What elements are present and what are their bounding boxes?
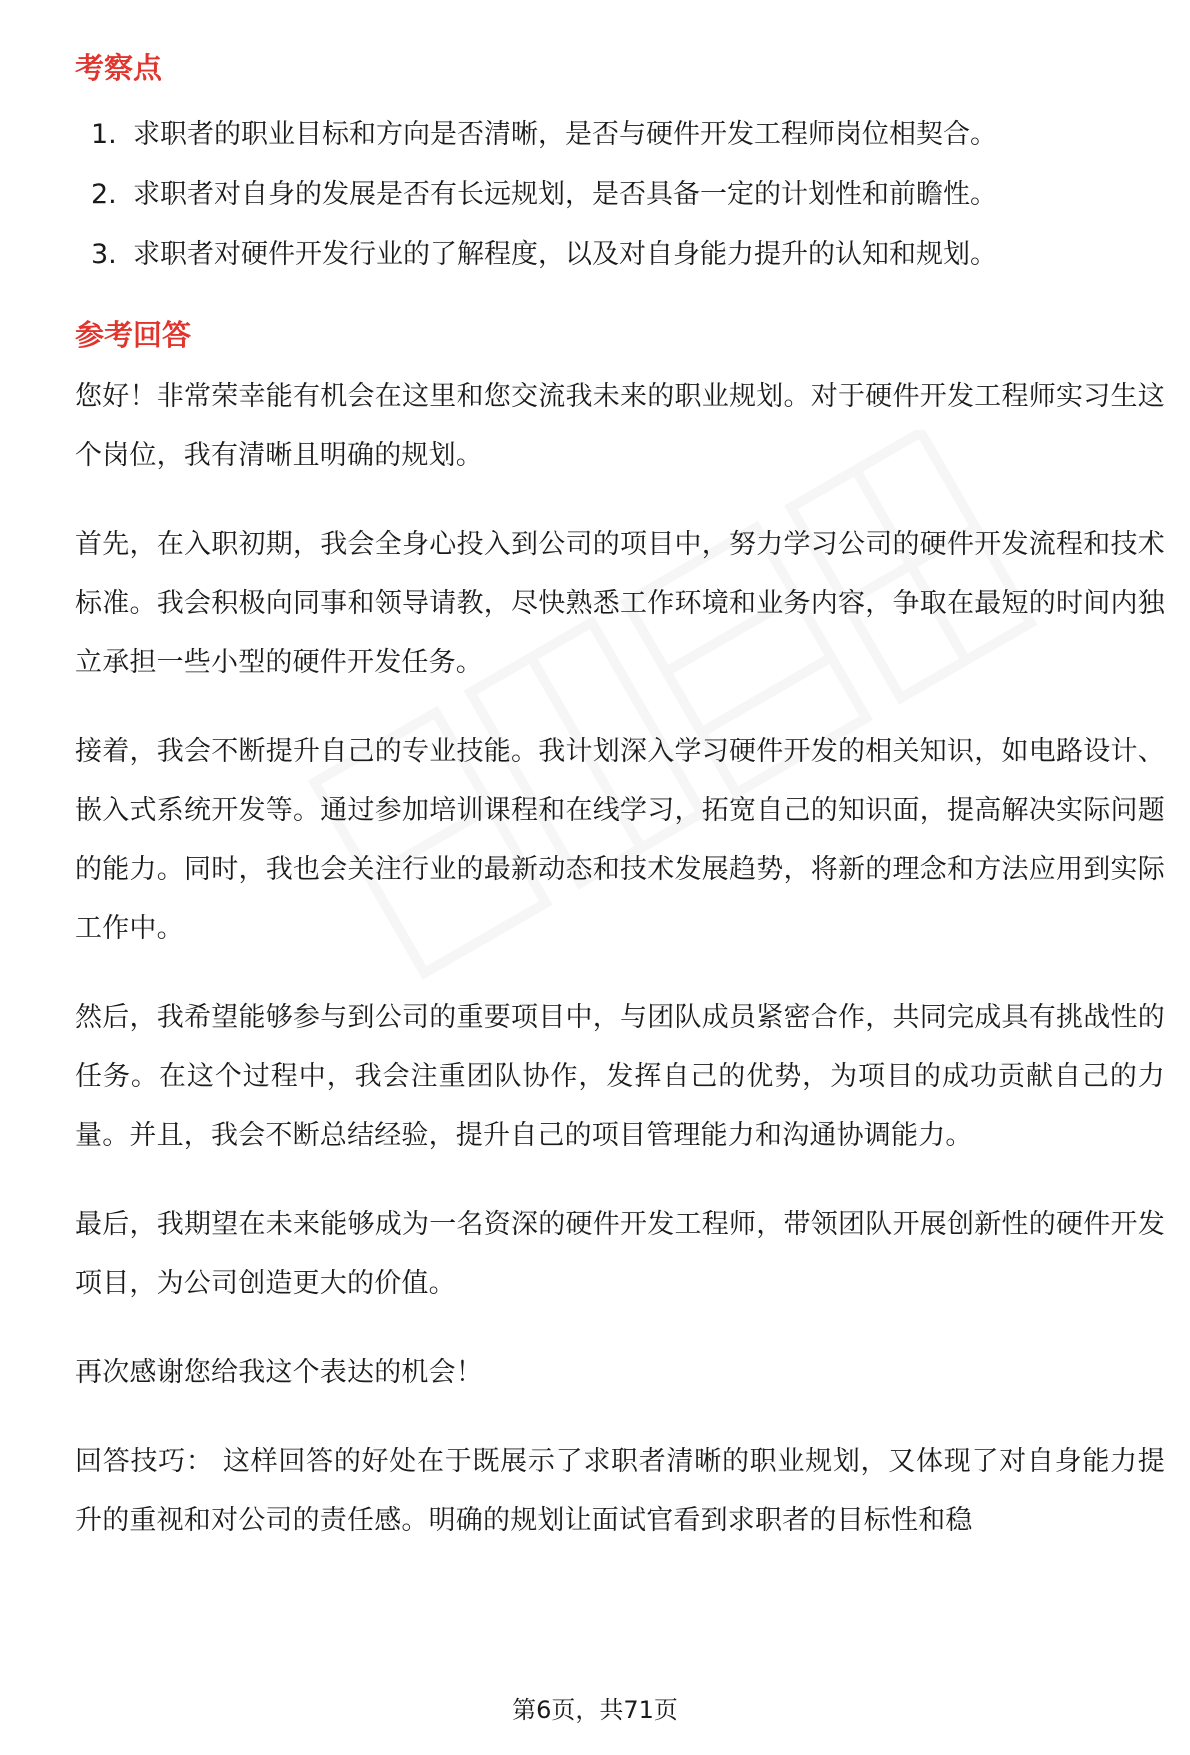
paragraph-next: 接着，我会不断提升自己的专业技能。我计划深入学习硬件开发的相关知识，如电路设计、嵌入式系统开发等。通过参加培训课程和在线学习，拓宽自己的知识面，提高解决实际问题的能力。同时，我也会关注行业的最新动态和技术发展趋势，将新的理念和方法应用到实际工作中。 — [75, 736, 1165, 945]
list-item-number: 2. — [91, 178, 117, 210]
paragraph-greeting: 您好！非常荣幸能有机会在这里和您交流我未来的职业规划。对于硬件开发工程师实习生这个岗位，我有清晰且明确的规划。 — [75, 381, 1165, 472]
list-item-text: 求职者对硬件开发行业的了解程度，以及对自身能力提升的认知和规划。 — [133, 238, 997, 270]
points-list — [75, 105, 1165, 285]
list-item-text: 求职者的职业目标和方向是否清晰，是否与硬件开发工程师岗位相契合。 — [133, 118, 997, 150]
page-footer: 第6页，共71页 — [512, 1696, 678, 1724]
list-item — [75, 165, 1165, 225]
paragraph-thanks: 再次感谢您给我这个表达的机会！ — [75, 1357, 483, 1389]
list-item-number: 1. — [91, 118, 117, 150]
paragraph-tips: 回答技巧： 这样回答的好处在于既展示了求职者清晰的职业规划，又体现了对自身能力提升的重视和对公司的责任感。明确的规划让面试官看到求职者的目标性和稳 — [75, 1446, 1165, 1537]
list-item-number: 3. — [91, 238, 117, 270]
section-title-kaocha: 考察点 — [75, 51, 163, 85]
section-title-cankao: 参考回答 — [75, 317, 192, 352]
paragraph-then: 然后，我希望能够参与到公司的重要项目中，与团队成员紧密合作，共同完成具有挑战性的任务。在这个过程中，我会注重团队协作，发挥自己的优势，为项目的成功贡献自己的力量。并且，我会不断总结经验，提升自己的项目管理能力和沟通协调能力。 — [75, 1002, 1165, 1152]
document-content — [75, 40, 1165, 1580]
list-item-text: 求职者对自身的发展是否有长远规划，是否具备一定的计划性和前瞻性。 — [133, 178, 997, 210]
paragraph-first: 首先，在入职初期，我会全身心投入到公司的项目中，努力学习公司的硬件开发流程和技术标准。我会积极向同事和领导请教，尽快熟悉工作环境和业务内容，争取在最短的时间内独立承担一些小型的硬件开发任务。 — [75, 529, 1165, 679]
list-item — [75, 105, 1165, 165]
list-item — [75, 225, 1165, 285]
paragraph-finally: 最后，我期望在未来能够成为一名资深的硬件开发工程师，带领团队开展创新性的硬件开发项目，为公司创造更大的价值。 — [75, 1209, 1165, 1300]
